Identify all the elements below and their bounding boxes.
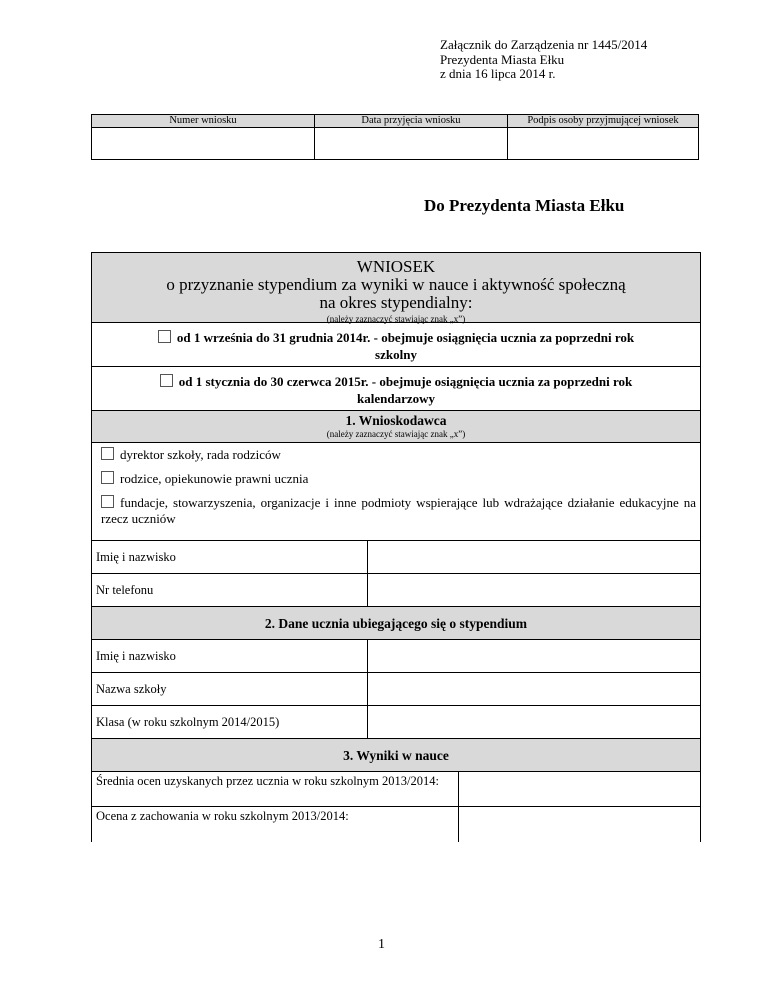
period-1-label-a: od 1 września do 31 grudnia 2014r. - obejmuje osiągnięcia ucznia za poprzedni rok — [176, 330, 635, 345]
receiver-signature-header: Podpis osoby przyjmującej wniosek — [508, 115, 699, 128]
applicant-type-options — [92, 443, 700, 541]
acceptance-date-header: Data przyjęcia wniosku — [315, 115, 508, 128]
applicant-name-label: Imię i nazwisko — [92, 541, 368, 573]
applicant-phone-row — [92, 574, 700, 607]
applicant-phone-field[interactable] — [368, 574, 700, 606]
behavior-grade-label: Ocena z zachowania w roku szkolnym 2013/2014: — [92, 807, 459, 842]
attachment-line-3: z dnia 16 lipca 2014 r. — [440, 66, 556, 81]
grade-average-label: Średnia ocen uzyskanych przez ucznia w roku szkolnym 2013/2014: — [92, 772, 459, 806]
acceptance-date-field[interactable] — [315, 128, 508, 160]
option-3-label: fundacje, stowarzyszenia, organizacje i inne podmioty wspierające lub wdrażające działanie edukacyjne na rzecz uczniów — [101, 495, 696, 526]
student-class-label: Klasa (w roku szkolnym 2014/2015) — [92, 706, 368, 738]
grade-average-field[interactable] — [459, 772, 700, 806]
section-3-header: 3. Wyniki w nauce — [92, 739, 700, 772]
form-subtitle: o przyznanie stypendium za wyniki w nauce i aktywność społeczną — [166, 275, 626, 294]
form-period-label: na okres stypendialny: — [319, 293, 473, 312]
section-1-note: (należy zaznaczyć stawiając znak „x”) — [326, 429, 466, 439]
registration-table — [91, 114, 699, 160]
form-title: WNIOSEK — [356, 257, 436, 276]
school-name-field[interactable] — [368, 673, 700, 705]
period-option-2 — [92, 367, 700, 411]
behavior-grade-field[interactable] — [459, 807, 700, 842]
attachment-line-2: Prezydenta Miasta Ełku — [440, 51, 565, 67]
applicant-name-field[interactable] — [368, 541, 700, 573]
receiver-signature-field[interactable] — [508, 128, 699, 160]
option-2-checkbox[interactable] — [101, 471, 114, 484]
student-name-field[interactable] — [368, 640, 700, 672]
applicant-name-row — [92, 541, 700, 574]
period-1-checkbox[interactable] — [158, 330, 171, 343]
period-option-1 — [92, 323, 700, 367]
grade-average-row — [92, 772, 700, 807]
application-number-header: Numer wniosku — [92, 115, 315, 128]
student-name-row — [92, 640, 700, 673]
application-form — [91, 252, 701, 842]
option-2-label: rodzice, opiekunowie prawni ucznia — [120, 471, 309, 486]
option-1-checkbox[interactable] — [101, 447, 114, 460]
section-1-title: 1. Wnioskodawca — [345, 413, 447, 428]
period-2-checkbox[interactable] — [160, 374, 173, 387]
applicant-phone-label: Nr telefonu — [92, 574, 368, 606]
application-number-field[interactable] — [92, 128, 315, 160]
form-title-block — [92, 253, 700, 323]
section-1-header — [92, 411, 700, 443]
attachment-line-1: Załącznik do Zarządzenia nr 1445/2014 — [440, 37, 648, 52]
school-name-row — [92, 673, 700, 706]
period-1-label-b: szkolny — [375, 347, 417, 362]
student-name-label: Imię i nazwisko — [92, 640, 368, 672]
student-class-field[interactable] — [368, 706, 700, 738]
school-name-label: Nazwa szkoły — [92, 673, 368, 705]
period-2-label-b: kalendarzowy — [357, 391, 435, 406]
attachment-note — [440, 38, 647, 82]
addressee: Do Prezydenta Miasta Ełku — [424, 196, 625, 215]
option-3-checkbox[interactable] — [101, 495, 114, 508]
student-class-row — [92, 706, 700, 739]
option-1-label: dyrektor szkoły, rada rodziców — [120, 447, 281, 462]
page-number: 1 — [378, 937, 385, 952]
behavior-grade-row — [92, 807, 700, 842]
form-title-note: (należy zaznaczyć stawiając znak „x”) — [326, 314, 466, 324]
section-2-header: 2. Dane ucznia ubiegającego się o stypendium — [92, 607, 700, 640]
period-2-label-a: od 1 stycznia do 30 czerwca 2015r. - obejmuje osiągnięcia ucznia za poprzedni rok — [178, 374, 633, 389]
